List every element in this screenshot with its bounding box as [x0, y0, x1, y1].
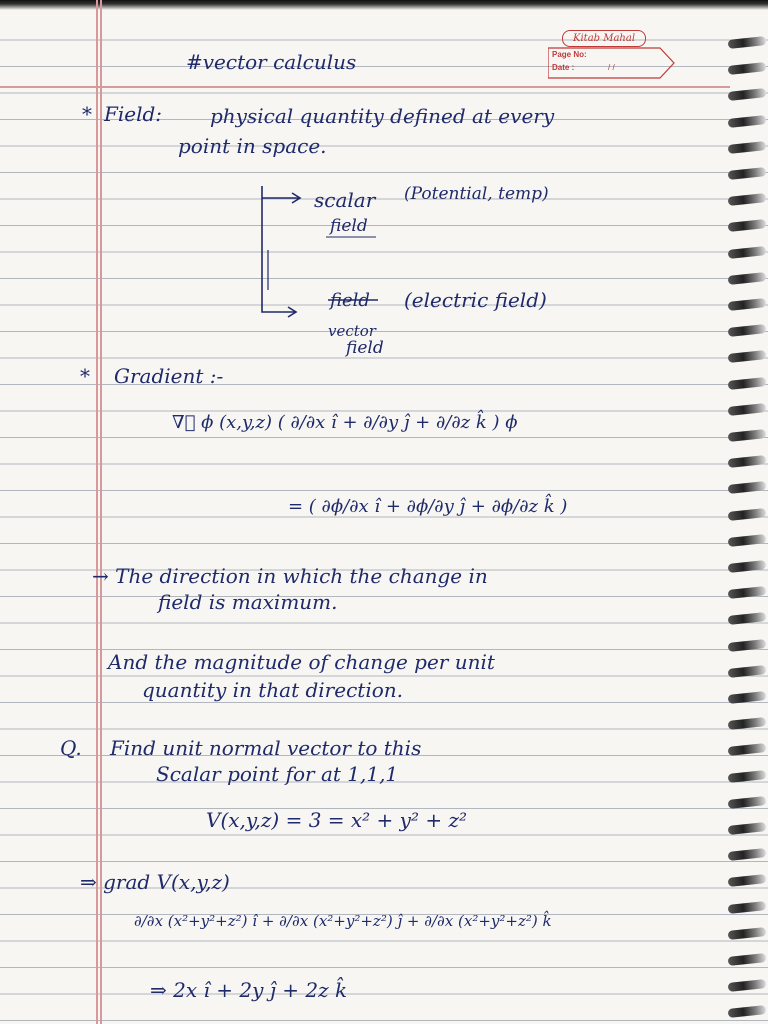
- question-line-2: Scalar point for at 1,1,1: [156, 762, 399, 786]
- direction-line-2: field is maximum.: [158, 590, 338, 614]
- gradient-equation-1: ∇⃗ ϕ (x,y,z) ( ∂/∂x î + ∂/∂y ĵ + ∂/∂z k̂ ) ϕ: [172, 412, 518, 433]
- question-equation: V(x,y,z) = 3 = x² + y² + z²: [206, 808, 468, 832]
- field-definition-line-1: physical quantity defined at every: [210, 104, 555, 128]
- direction-line-1: → The direction in which the change in: [92, 564, 488, 588]
- scalar-label: scalar: [314, 188, 376, 212]
- solution-line-2: ∂/∂x (x²+y²+z²) î + ∂/∂x (x²+y²+z²) ĵ + ∂/∂x (x²+y²+z²) k̂: [134, 912, 552, 930]
- vector-label-line-1: vector: [328, 322, 376, 340]
- solution-line-1: ⇒ grad V(x,y,z): [80, 870, 230, 894]
- field-heading: Field:: [104, 102, 163, 126]
- gradient-equation-2: = ( ∂ϕ/∂x î + ∂ϕ/∂y ĵ + ∂ϕ/∂z k̂ ): [288, 496, 568, 517]
- field-bullet: *: [82, 102, 92, 126]
- scalar-field-word: field: [330, 216, 368, 236]
- vector-label-line-2: field: [346, 338, 384, 358]
- field-definition-line-2: point in space.: [178, 134, 327, 158]
- brand-logo: Kitab Mahal: [562, 30, 646, 47]
- vector-struck-word: field: [330, 290, 370, 311]
- page-no-label: Page No:: [552, 50, 587, 59]
- scalar-examples: (Potential, temp): [404, 184, 549, 204]
- magnitude-line-2: quantity in that direction.: [142, 678, 403, 702]
- page-title: #vector calculus: [186, 50, 357, 74]
- vector-examples: (electric field): [404, 288, 547, 312]
- gradient-heading: Gradient :-: [114, 364, 224, 388]
- gradient-bullet: *: [80, 364, 90, 388]
- date-label: Date :: [552, 63, 575, 72]
- solution-line-3: ⇒ 2x î + 2y ĵ + 2z k̂: [150, 978, 348, 1002]
- date-value: / /: [608, 63, 615, 72]
- question-line-1: Find unit normal vector to this: [110, 736, 422, 760]
- question-label: Q.: [60, 736, 82, 760]
- magnitude-line-1: And the magnitude of change per unit: [108, 650, 495, 674]
